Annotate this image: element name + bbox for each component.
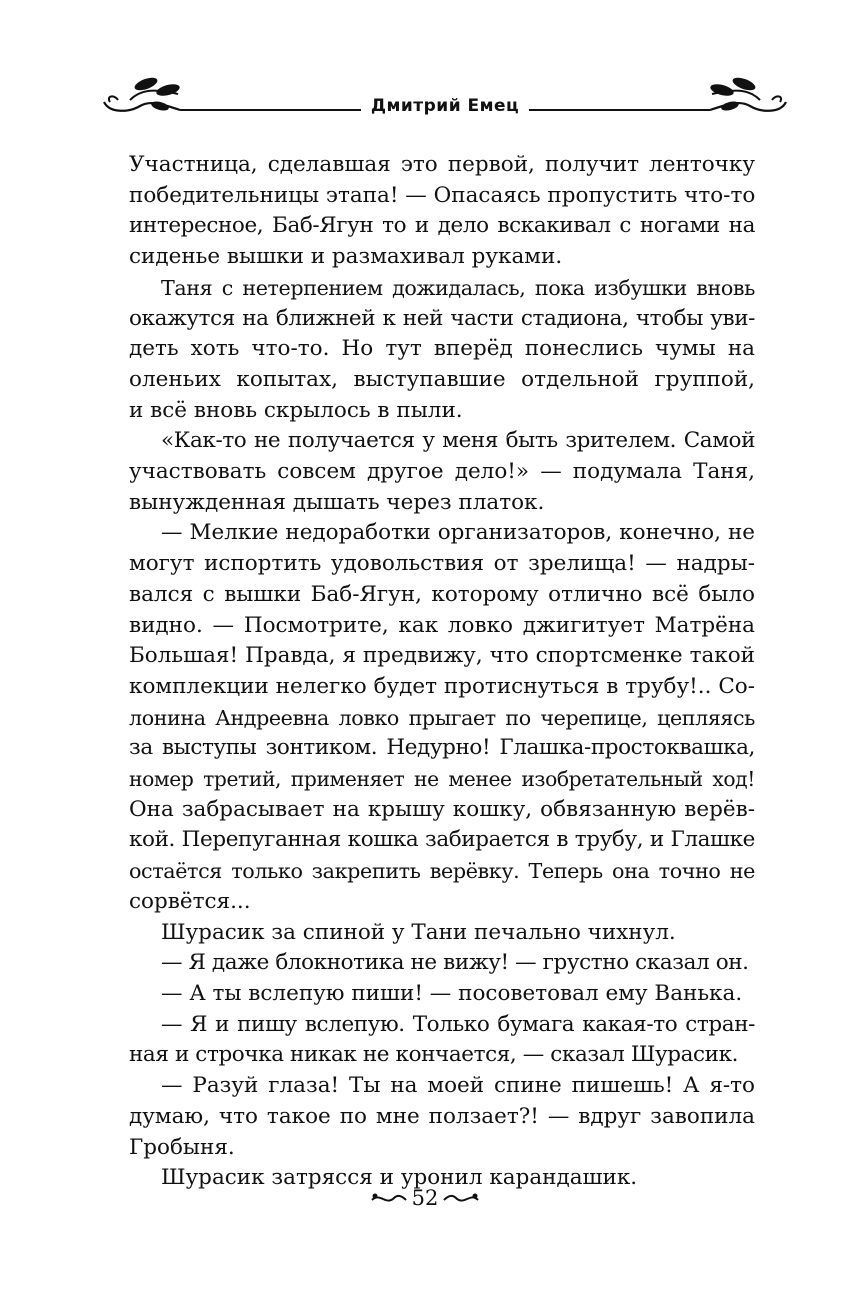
text-line: за выступы зонтиком. Недурно! Глашка-простоквашка, xyxy=(129,735,755,761)
text-line: вынужденная дышать через платок. xyxy=(129,489,545,515)
text-line: — Я даже блокнотика не вижу! — грустно сказал он. xyxy=(161,950,749,976)
running-title: Дмитрий Емец xyxy=(361,96,529,116)
text-line: — Я и пишу вслепую. Только бумага какая-то стран- xyxy=(161,1011,755,1037)
text-line: лонина Андреевна ловко прыгает по черепице, цепляясь xyxy=(129,705,755,730)
text-line: сорвётся... xyxy=(129,888,251,914)
text-line: могут испортить удовольствия от зрелища! — надры- xyxy=(129,551,755,577)
text-line: сиденье вышки и размахивал руками. xyxy=(129,244,563,270)
text-line: Таня с нетерпением дожидалась, пока избушки вновь xyxy=(161,275,755,300)
text-line: и всё вновь скрылось в пыли. xyxy=(129,397,463,423)
text-line: вался с вышки Баб-Ягун, которому отлично всё было xyxy=(129,581,755,607)
text-line: видно. — Посмотрите, как ловко джигитует Матрёна xyxy=(129,612,755,638)
text-line: остаётся только закрепить верёвку. Теперь она точно не xyxy=(129,859,755,884)
text-line: номер третий, применяет не менее изобретательный ход! xyxy=(129,767,755,792)
text-line: кой. Перепуганная кошка забирается в трубу, и Глашке xyxy=(129,827,755,853)
text-line: оленьих копытах, выступавшие отдельной группой, xyxy=(129,366,755,392)
text-line: окажутся на ближней к ней части стадиона, чтобы уви- xyxy=(129,305,755,331)
page-number: 52 xyxy=(411,1186,439,1210)
text-line: победительницы этапа! — Опасаясь пропустить что-то xyxy=(129,182,756,208)
text-line: Шурасик за спиной у Тани печально чихнул. xyxy=(161,919,676,945)
body-text xyxy=(129,150,755,1194)
text-line: Шурасик затрясся и уронил карандашик. xyxy=(161,1165,638,1191)
text-line: комплекции нелегко будет протиснуться в трубу!.. Со- xyxy=(129,673,755,699)
page-footer xyxy=(330,1180,520,1216)
running-header xyxy=(100,70,790,130)
text-line: Участница, сделавшая это первой, получит ленточку xyxy=(129,152,755,177)
text-line: — Мелкие недоработки организаторов, конечно, не xyxy=(161,520,755,546)
text-line: думаю, что такое по мне ползает?! — вдруг завопила xyxy=(129,1103,755,1129)
text-line: Она забрасывает на крышу кошку, обвязанную верёв- xyxy=(129,796,755,822)
text-line: — А ты вслепую пиши! — посоветовал ему Ванька. xyxy=(161,980,743,1006)
text-line: участвовать совсем другое дело!» — подумала Таня, xyxy=(129,459,755,485)
text-line: «Как-то не получается у меня быть зрителем. Самой xyxy=(161,428,755,454)
text-line: интересное, Баб-Ягун то и дело вскакивал с ногами на xyxy=(129,213,755,239)
text-line: ная и строчка никак не кончается, — сказал Шурасик. xyxy=(129,1042,739,1068)
text-line: Большая! Правда, я предвижу, что спортсменке такой xyxy=(129,643,755,669)
text-line: деть хоть что-то. Но тут вперёд понеслись чумы на xyxy=(129,336,755,362)
text-line: — Разуй глаза! Ты на моей спине пишешь! А я-то xyxy=(161,1073,755,1099)
text-line: Гробыня. xyxy=(129,1134,235,1160)
